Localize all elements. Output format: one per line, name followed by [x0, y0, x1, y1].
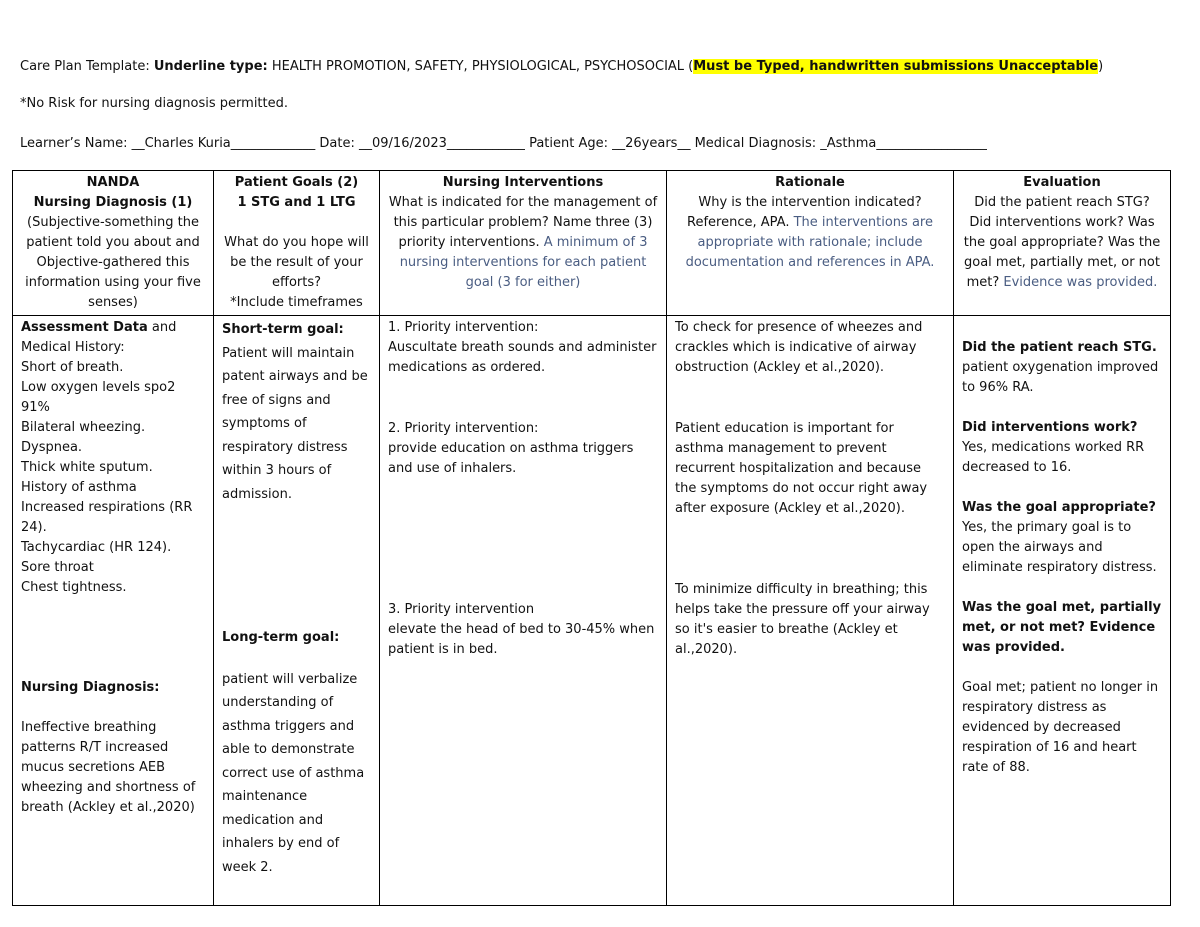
rationale-1: To check for presence of wheezes and crackles which is indicative of airway obstruction (Ackley et al.,2020).	[675, 320, 923, 375]
header-rationale-note: The interventions are appropriate with rationale; include documentation and references in APA.	[685, 215, 935, 270]
header-goals-body: What do you hope will be the result of your efforts?	[224, 235, 369, 290]
header-nanda-title: NANDA	[86, 175, 140, 190]
ltg-label: Long-term goal:	[222, 630, 340, 645]
eval-q3: Was the goal appropriate?	[962, 500, 1156, 515]
header-evaluation-title: Evaluation	[1023, 175, 1101, 190]
header-interventions-body: What is indicated for the management of this particular problem? Name three (3) priority interventions.	[388, 195, 658, 250]
assessment-items: Short of breath. Low oxygen levels spo2 91% Bilateral wheezing. Dyspnea. Thick white sputum. History of asthma Increased respirations (RR 24). Tachycardiac (HR 124). Sore throat Chest tightness.	[21, 360, 193, 595]
type-list: HEALTH PROMOTION, SAFETY, PHYSIOLOGICAL, PSYCHOSOCIAL (	[267, 59, 694, 74]
patient-age-value: __26years__	[612, 136, 691, 151]
goals-cell	[214, 316, 380, 906]
intervention-2-label: 2. Priority intervention:	[388, 421, 539, 436]
eval-a4: Goal met; patient no longer in respiratory distress as evidenced by decreased respiration of 16 and heart rate of 88.	[962, 680, 1159, 775]
stg-text: Patient will maintain patent airways and be free of signs and symptoms of respiratory distress within 3 hours of admission.	[222, 345, 368, 502]
learner-name-label: Learner’s Name:	[20, 136, 132, 151]
nursing-diagnosis-label: Nursing Diagnosis:	[21, 680, 160, 695]
header-rationale-title: Rationale	[775, 175, 845, 190]
header-rationale	[667, 171, 954, 316]
template-title-line	[20, 58, 1103, 76]
header-evaluation-body: Did the patient reach STG? Did interventions work? Was the goal appropriate? Was the goal met, partially met, or not met?	[963, 195, 1161, 290]
medical-diagnosis-label: Medical Diagnosis:	[690, 136, 821, 151]
assessment-cell	[13, 316, 214, 906]
header-interventions-note: A minimum of 3 nursing interventions for each patient goal (3 for either)	[399, 235, 648, 290]
typed-warning: Must be Typed, handwritten submissions Unacceptable	[693, 59, 1099, 74]
risk-note: *No Risk for nursing diagnosis permitted.	[20, 96, 289, 111]
assessment-label: Assessment Data	[21, 320, 148, 335]
intervention-1-text: Auscultate breath sounds and administer medications as ordered.	[388, 340, 657, 375]
header-interventions	[380, 171, 667, 316]
header-goals	[214, 171, 380, 316]
eval-a3: Yes, the primary goal is to open the airways and eliminate respiratory distress.	[962, 520, 1157, 575]
table-header-row	[13, 171, 1171, 316]
eval-a1: patient oxygenation improved to 96% RA.	[962, 360, 1159, 395]
template-prefix: Care Plan Template:	[20, 59, 154, 74]
header-evaluation	[954, 171, 1171, 316]
learner-info-line	[20, 135, 987, 153]
header-evaluation-note: Evidence was provided.	[999, 275, 1158, 290]
header-nanda	[13, 171, 214, 316]
evaluation-cell	[954, 316, 1171, 906]
eval-q4: Was the goal met, partially met, or not met? Evidence was provided.	[962, 600, 1162, 655]
interventions-cell	[380, 316, 667, 906]
nursing-diagnosis-text: Ineffective breathing patterns R/T increased mucus secretions AEB wheezing and shortness of breath (Ackley et al.,2020)	[21, 720, 196, 815]
paren-close: )	[1098, 59, 1104, 74]
header-goals-subtitle: 1 STG and 1 LTG	[237, 195, 356, 210]
header-interventions-title: Nursing Interventions	[442, 175, 604, 190]
rationale-3: To minimize difficulty in breathing; this helps take the pressure off your airway so it's easier to breathe (Ackley et al.,2020).	[675, 582, 930, 657]
medical-diagnosis-value: _Asthma_________________	[820, 136, 987, 151]
header-goals-title: Patient Goals (2)	[234, 175, 359, 190]
intervention-3-label: 3. Priority intervention	[388, 602, 535, 617]
eval-q1: Did the patient reach STG.	[962, 340, 1157, 355]
header-rationale-body: Why is the intervention indicated? Reference, APA.	[687, 195, 922, 230]
date-value: __09/16/2023____________	[359, 136, 525, 151]
intervention-3-text: elevate the head of bed to 30-45% when patient is in bed.	[388, 622, 655, 657]
eval-q2: Did interventions work?	[962, 420, 1138, 435]
rationale-cell	[667, 316, 954, 906]
table-body-row	[13, 316, 1171, 906]
rationale-2: Patient education is important for asthma management to prevent recurrent hospitalization and because the symptoms do not occur right away after exposure (Ackley et al.,2020).	[675, 421, 928, 516]
eval-a2: Yes, medications worked RR decreased to 16.	[962, 440, 1145, 475]
header-nanda-subtitle: Nursing Diagnosis (1)	[33, 195, 193, 210]
learner-name-value: __Charles Kuria_____________	[131, 136, 316, 151]
header-goals-timeframes: *Include timeframes	[230, 295, 363, 310]
patient-age-label: Patient Age:	[524, 136, 613, 151]
underline-type-label: Underline type:	[153, 59, 268, 74]
assessment-label-rest: and Medical History:	[21, 320, 177, 355]
intervention-1-label: 1. Priority intervention:	[388, 320, 539, 335]
intervention-2-text: provide education on asthma triggers and use of inhalers.	[388, 441, 634, 476]
date-label: Date:	[315, 136, 359, 151]
care-plan-table	[12, 170, 1171, 906]
header-nanda-body: (Subjective-something the patient told you about and Objective-gathered this information using your five senses)	[25, 215, 201, 310]
stg-label: Short-term goal:	[222, 322, 344, 337]
ltg-text: patient will verbalize understanding of asthma triggers and able to demonstrate correct use of asthma maintenance medication and inhalers by end of week 2.	[222, 671, 365, 875]
